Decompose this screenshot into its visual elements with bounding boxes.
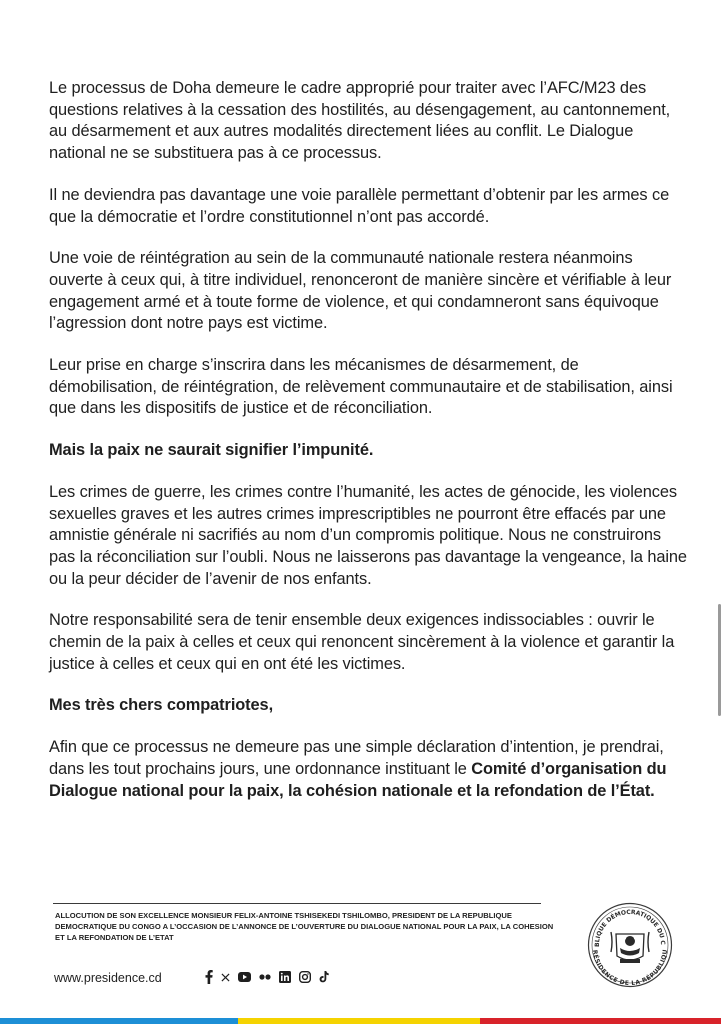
heading-impunity: Mais la paix ne saurait signifier l’impunité. bbox=[49, 441, 374, 460]
seal-text-bottom: RÉSIDENCE DE LA RÉPUBLIQU bbox=[591, 949, 670, 988]
paragraph-committee-text: Afin que ce processus ne demeure pas une simple déclaration d’intention, je prendrai, dans les tout prochains jours, une ordonnance instituant le bbox=[49, 738, 664, 778]
paragraph-mechanisms: Leur prise en charge s’inscrira dans les mécanismes de désarmement, de démobilisation, de réintégration, de relèvement communautaire et de stabilisation, ainsi que dans les dispositifs de justice et de réconciliation. bbox=[49, 356, 673, 418]
x-icon[interactable] bbox=[221, 970, 230, 984]
paragraph-reintegration: Une voie de réintégration au sein de la communauté nationale restera néanmoins ouverte à ceux qui, à titre individuel, renonceront de manière sincère et vérifiable à leur engagement armé et à toute forme de violence, et qui condamneront sans équivoque l’agression dont notre pays est victime. bbox=[49, 249, 672, 333]
paragraph-responsibility: Notre responsabilité sera de tenir ensemble deux exigences indissociables : ouvrir le chemin de la paix à celles et ceux qui renoncent sincèrement à la violence et garantir la justice à celles et ceux qui en ont été les victimes. bbox=[49, 611, 675, 673]
youtube-icon[interactable] bbox=[238, 970, 251, 984]
flag-red-segment bbox=[480, 1018, 721, 1024]
paragraph-doha: Le processus de Doha demeure le cadre approprié pour traiter avec l’AFC/M23 des questions relatives à la cessation des hostilités, au désengagement, au cantonnement, au désarmement et aux autres modalités directement liées au conflit. Le Dialogue national ne se substituera pas à ce processus. bbox=[49, 79, 671, 163]
flag-blue-segment bbox=[0, 1018, 238, 1024]
document-body bbox=[49, 78, 689, 822]
presidential-seal bbox=[587, 902, 673, 988]
flag-yellow-segment bbox=[238, 1018, 480, 1024]
paragraph-crimes: Les crimes de guerre, les crimes contre l’humanité, les actes de génocide, les violences sexuelles graves et les autres crimes imprescriptibles ne pourront être effacés par une amnistie générale ni sacrifiés au nom d’un compromis politique. Nous ne construirons pas la réconciliation sur l’oubli. Nous ne laisserons pas davantage la vengeance, la haine ou la peur décider de l’avenir de nos enfants. bbox=[49, 482, 687, 588]
heading-compatriots: Mes très chers compatriotes, bbox=[49, 696, 274, 715]
flickr-icon[interactable] bbox=[259, 970, 271, 984]
linkedin-icon[interactable] bbox=[279, 970, 291, 984]
paragraph-parallel-path: Il ne deviendra pas davantage une voie parallèle permettant d’obtenir par les armes ce que la démocratie et l’ordre constitutionnel n’ont pas accordé. bbox=[49, 185, 670, 226]
instagram-icon[interactable] bbox=[299, 970, 311, 984]
seal-text-top: BLIQUE DÉMOCRATIQUE DU C bbox=[593, 908, 667, 948]
footer-caption: ALLOCUTION DE SON EXCELLENCE MONSIEUR FELIX-ANTOINE TSHISEKEDI TSHILOMBO, PRESIDENT DE LA REPUBLIQUE DEMOCRATIQUE DU CONGO A L’OCCASION DE L’ANNONCE DE L’OUVERTURE DU DIALOGUE NATIONAL POUR LA PAIX, LA COHESION ET LA REFONDATION DE L’ETAT bbox=[55, 911, 554, 942]
tiktok-icon[interactable] bbox=[319, 970, 329, 984]
committee-name: Comité d’organisation du Dialogue national pour la paix, la cohésion nationale et la refondation de l’État. bbox=[49, 759, 667, 800]
footer-divider bbox=[53, 903, 541, 904]
facebook-icon[interactable] bbox=[205, 970, 213, 984]
website-link[interactable]: www.presidence.cd bbox=[54, 971, 162, 985]
paragraph-committee bbox=[49, 737, 689, 802]
social-icons bbox=[205, 970, 329, 984]
flag-color-bar bbox=[0, 1018, 721, 1024]
